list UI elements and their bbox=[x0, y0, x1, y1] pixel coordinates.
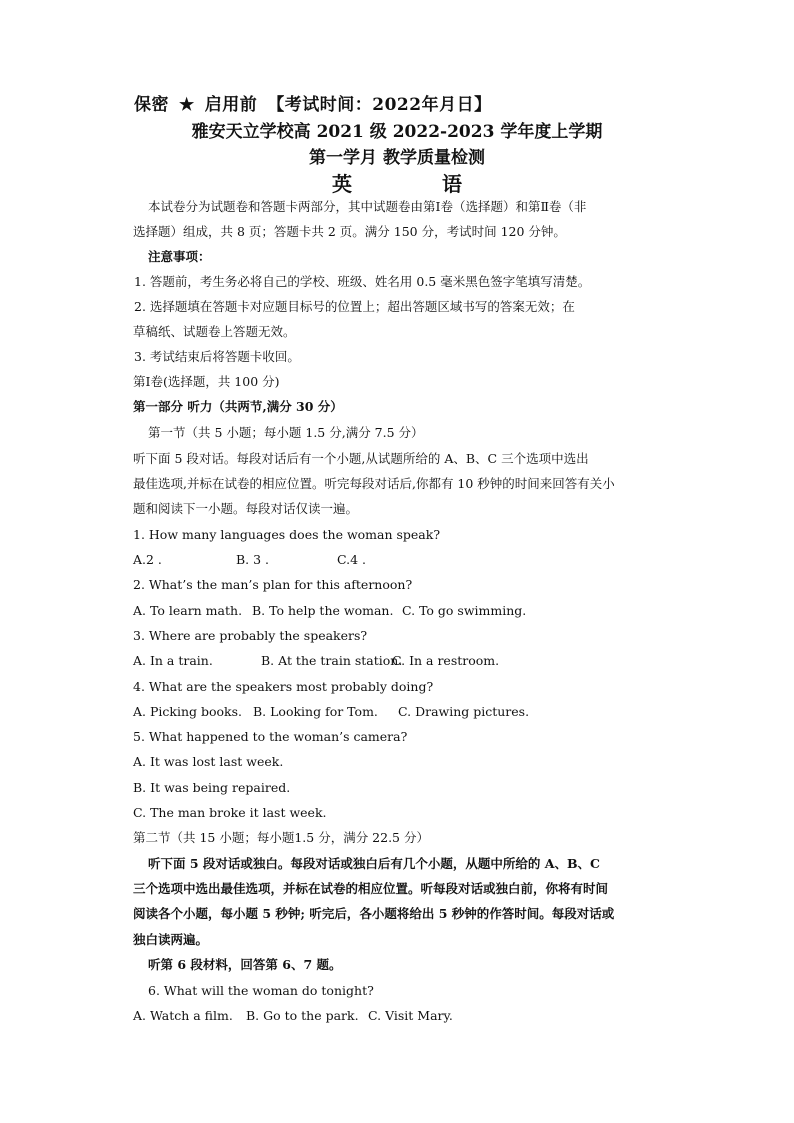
question-4: 4. What are the speakers most probably doing? bbox=[133, 679, 434, 694]
notice-heading: 注意事项： bbox=[148, 249, 211, 264]
option-c: C. To go swimming. bbox=[402, 603, 527, 618]
question-2-options bbox=[133, 603, 663, 619]
section-1-instruction-1: 听下面 5 段对话。每段对话后有一个小题,从试题所给的 A、B、C 三个选项中选出 bbox=[133, 451, 589, 466]
section-2-instruction-4: 独白读两遍。 bbox=[133, 932, 209, 947]
option-c: C. Drawing pictures. bbox=[398, 704, 530, 719]
question-6: 6. What will the woman do tonight? bbox=[148, 983, 374, 998]
option-b: B. 3 . bbox=[236, 552, 270, 567]
section-2-instruction-3: 阅读各个小题，每小题 5 秒钟; 听完后，各小题将给出 5 秒钟的作答时间。每段对话或 bbox=[133, 906, 615, 921]
option-a: A. Picking books. bbox=[133, 704, 242, 719]
section-2-instruction-1: 听下面 5 段对话或独白。每段对话或独白后有几个小题，从题中所给的 A、B、C bbox=[148, 856, 600, 871]
option-b: B. Looking for Tom. bbox=[253, 704, 378, 719]
section-1-instruction-2: 最佳选项,并标在试卷的相应位置。听完每段对话后,你都有 10 秒钟的时间来回答有关小 bbox=[133, 476, 615, 491]
question-5-option-b: B. It was being repaired. bbox=[133, 780, 291, 795]
option-a: A.2 . bbox=[133, 552, 162, 567]
question-1: 1. How many languages does the woman speak? bbox=[133, 527, 441, 542]
question-5-option-c: C. The man broke it last week. bbox=[133, 805, 327, 820]
volume-1-heading: 第Ⅰ卷(选择题，共 100 分) bbox=[133, 374, 280, 389]
question-5: 5. What happened to the woman’s camera? bbox=[133, 729, 408, 744]
option-a: A. Watch a film. bbox=[133, 1008, 233, 1023]
question-3-options bbox=[133, 653, 663, 669]
exam-time: 【考试时间：2022年月日】 bbox=[267, 95, 492, 115]
option-b: B. At the train station. bbox=[261, 653, 403, 668]
section-1-heading: 第一节（共 5 小题；每小题 1.5 分,满分 7.5 分） bbox=[148, 425, 424, 440]
section-1-instruction-3: 题和阅读下一小题。每段对话仅读一遍。 bbox=[133, 501, 359, 516]
question-5-option-a: A. It was lost last week. bbox=[133, 754, 284, 769]
option-b: B. To help the woman. bbox=[252, 603, 394, 618]
section-2-instruction-2: 三个选项中选出最佳选项，并标在试卷的相应位置。听每段对话或独白前，你将有时间 bbox=[133, 881, 609, 896]
section-2-heading: 第二节（共 15 小题；每小题1.5 分，满分 22.5 分） bbox=[133, 830, 429, 845]
intro-line-2: 选择题）组成，共 8 页；答题卡共 2 页。满分 150 分，考试时间 120 分钟。 bbox=[133, 224, 566, 239]
school-title: 雅安天立学校高 2021 级 2022-2023 学年度上学期 bbox=[191, 122, 603, 142]
option-c: C. Visit Mary. bbox=[368, 1008, 453, 1023]
notice-item-2a: 2. 选择题填在答题卡对应题目标号的位置上；超出答题区域书写的答案无效；在 bbox=[134, 299, 575, 314]
notice-item-3: 3. 考试结束后将答题卡收回。 bbox=[134, 349, 300, 364]
subject-title: 英语 bbox=[332, 172, 552, 196]
before-use-label: 启用前 bbox=[204, 95, 258, 115]
star-icon: ★ bbox=[179, 95, 195, 115]
option-a: A. In a train. bbox=[133, 653, 213, 668]
question-4-options bbox=[133, 704, 663, 720]
notice-item-1: 1. 答题前，考生务必将自己的学校、班级、姓名用 0.5 毫米黑色签字笔填写清楚。 bbox=[134, 274, 591, 289]
material-6-heading: 听第 6 段材料，回答第 6、7 题。 bbox=[148, 957, 342, 972]
confidential-header bbox=[134, 90, 492, 115]
option-c: C.4 . bbox=[337, 552, 366, 567]
secret-label: 保密 bbox=[134, 95, 169, 115]
question-2: 2. What’s the man’s plan for this afternoon? bbox=[133, 577, 413, 592]
option-c: C. In a restroom. bbox=[392, 653, 500, 668]
option-a: A. To learn math. bbox=[133, 603, 243, 618]
exam-title: 第一学月 教学质量检测 bbox=[309, 148, 485, 168]
part-1-heading: 第一部分 听力（共两节,满分 30 分） bbox=[133, 399, 343, 414]
question-1-options bbox=[133, 552, 663, 568]
notice-item-2b: 草稿纸、试题卷上答题无效。 bbox=[133, 324, 296, 339]
option-b: B. Go to the park. bbox=[246, 1008, 359, 1023]
question-3: 3. Where are probably the speakers? bbox=[133, 628, 368, 643]
intro-line-1: 本试卷分为试题卷和答题卡两部分，其中试题卷由第Ⅰ卷（选择题）和第Ⅱ卷（非 bbox=[148, 199, 587, 214]
question-6-options bbox=[133, 1008, 663, 1024]
